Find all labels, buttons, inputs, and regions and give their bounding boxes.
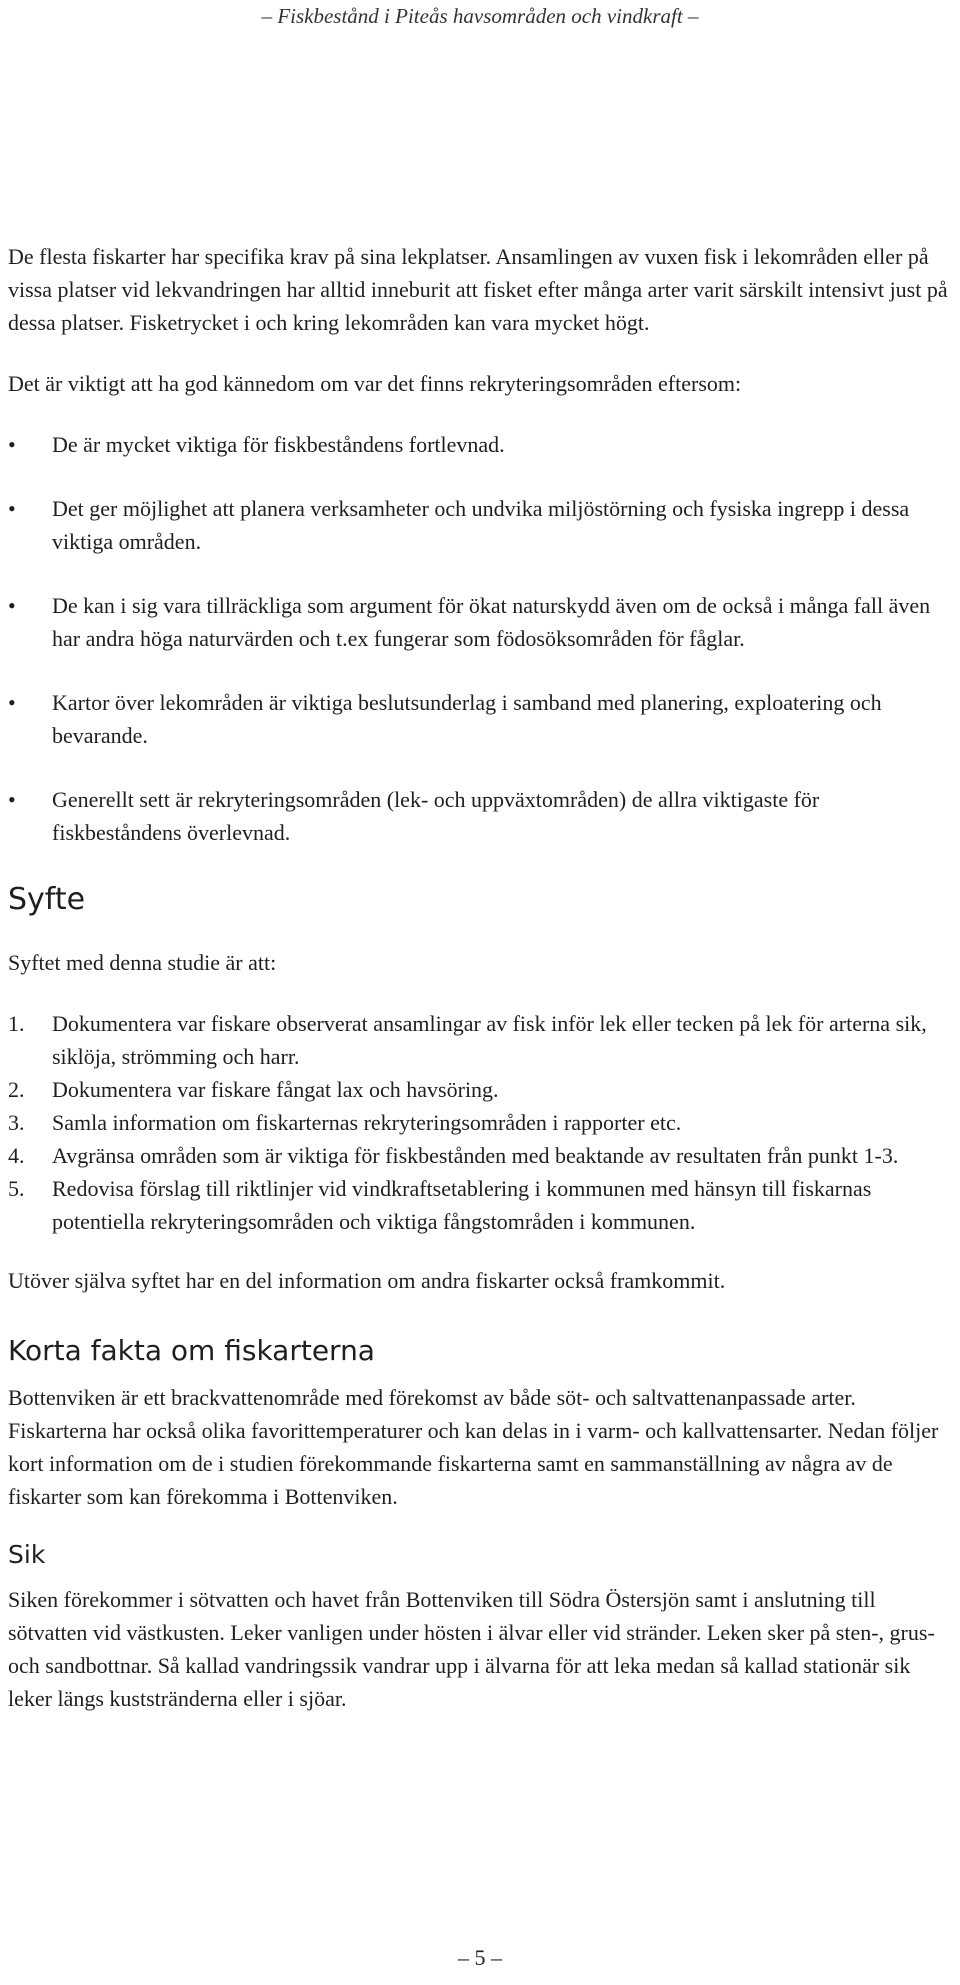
bullet-icon: •	[8, 432, 16, 457]
section-heading-sik: Sik	[8, 1540, 46, 1569]
list-number: 1.	[8, 1011, 25, 1036]
list-number: 3.	[8, 1110, 25, 1135]
list-item	[8, 1007, 953, 1073]
list-number: 5.	[8, 1176, 25, 1201]
page-number: – 5 –	[458, 1945, 502, 1970]
bullet-icon: •	[8, 496, 16, 521]
list-item	[8, 1139, 953, 1172]
list-item	[8, 783, 953, 849]
list-item-text: Det ger möjlighet att planera verksamheter och undvika miljöstörning och fysiska ingrepp i dessa viktiga områden.	[52, 496, 910, 554]
list-item	[8, 428, 953, 461]
bullet-icon: •	[8, 787, 16, 812]
bullet-icon: •	[8, 690, 16, 715]
list-number: 2.	[8, 1077, 25, 1102]
section-heading-korta-fakta: Korta fakta om fiskarterna	[8, 1334, 375, 1367]
running-header: – Fiskbestånd i Piteås havsområden och vindkraft –	[261, 4, 699, 28]
bullet-list	[8, 428, 953, 849]
sik-paragraph: Siken förekommer i sötvatten och havet från Bottenviken till Södra Östersjön samt i anslutning till sötvatten vid västkusten. Leker vanligen under hösten i älvar eller vid stränder. Leken sker på sten-, grus- och sandbottnar. Så kallad vandringssik vandrar upp i älvarna för att leka medan så kallad stationär sik leker längs kuststränderna eller i sjöar.	[8, 1587, 935, 1711]
list-item	[8, 492, 953, 558]
list-item-text: De kan i sig vara tillräckliga som argument för ökat naturskydd även om de också i många fall även har andra höga naturvärden och t.ex fungerar som födosöksområden för fåglar.	[52, 593, 931, 651]
list-item	[8, 1172, 953, 1238]
list-item-text: Redovisa förslag till riktlinjer vid vindkraftsetablering i kommunen med hänsyn till fiskarnas potentiella rekryteringsområden och viktiga fångstområden i kommunen.	[52, 1176, 872, 1234]
syfte-closing: Utöver själva syftet har en del information om andra fiskarter också framkommit.	[8, 1268, 726, 1293]
page-body	[8, 240, 953, 1715]
syfte-intro: Syftet med denna studie är att:	[8, 950, 277, 975]
list-number: 4.	[8, 1143, 25, 1168]
rekrytering-paragraph: Det är viktigt att ha god kännedom om var det finns rekryteringsområden eftersom:	[8, 371, 742, 396]
section-heading-syfte: Syfte	[8, 882, 86, 917]
intro-paragraph: De flesta fiskarter har specifika krav på sina lekplatser. Ansamlingen av vuxen fisk i lekområden eller på vissa platser vid lekvandringen har alltid inneburit att fisket efter många arter varit särskilt intensivt just på dessa platser. Fisketrycket i och kring lekområden kan vara mycket högt.	[8, 244, 948, 335]
list-item-text: Samla information om fiskarternas rekryteringsområden i rapporter etc.	[52, 1110, 682, 1135]
list-item-text: Dokumentera var fiskare observerat ansamlingar av fisk inför lek eller tecken på lek för arterna sik, siklöja, strömming och harr.	[52, 1011, 927, 1069]
numbered-list	[8, 1007, 953, 1238]
korta-fakta-paragraph: Bottenviken är ett brackvattenområde med förekomst av både söt- och saltvattenanpassade arter. Fiskarterna har också olika favorittemperaturer och kan delas in i varm- och kallvattensarter. Nedan följer kort information om de i studien förekommande fiskarterna samt en sammanställning av några av de fiskarter som kan förekomma i Bottenviken.	[8, 1385, 939, 1509]
list-item-text: Avgränsa områden som är viktiga för fiskbestånden med beaktande av resultaten från punkt 1-3.	[52, 1143, 899, 1168]
list-item-text: De är mycket viktiga för fiskbeståndens fortlevnad.	[52, 432, 505, 457]
list-item	[8, 686, 953, 752]
list-item-text: Kartor över lekområden är viktiga beslutsunderlag i samband med planering, exploatering och bevarande.	[52, 690, 882, 748]
list-item	[8, 1073, 953, 1106]
list-item-text: Dokumentera var fiskare fångat lax och havsöring.	[52, 1077, 499, 1102]
list-item	[8, 589, 953, 655]
bullet-icon: •	[8, 593, 16, 618]
list-item-text: Generellt sett är rekryteringsområden (lek- och uppväxtområden) de allra viktigaste för fiskbeståndens överlevnad.	[52, 787, 820, 845]
list-item	[8, 1106, 953, 1139]
